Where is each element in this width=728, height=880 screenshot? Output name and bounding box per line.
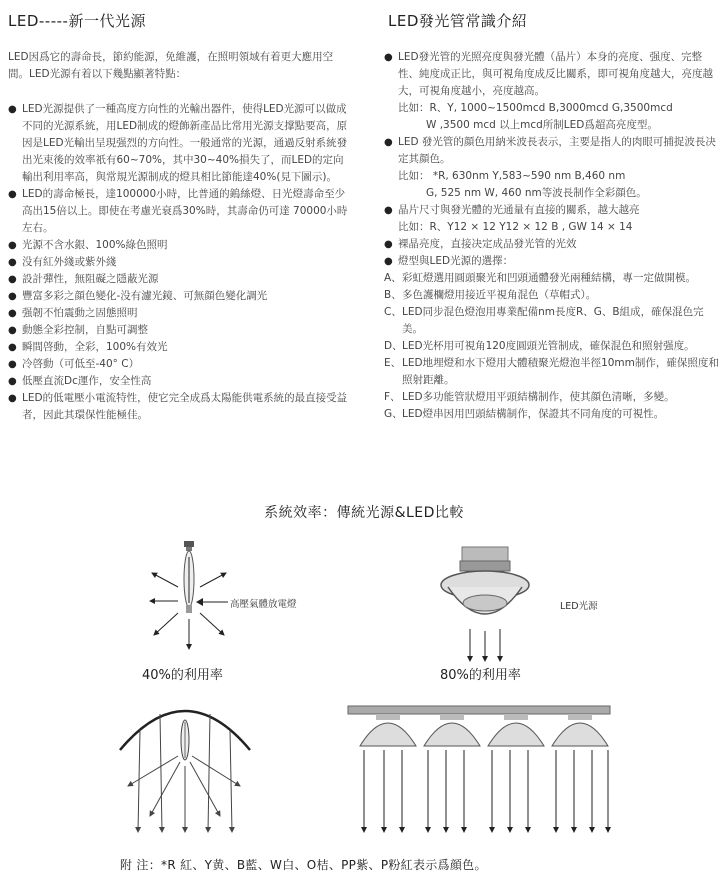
led-knowledge-list [384,49,720,100]
knowledge-item: ● LED 發光管的顔色用納米波長表示，主要是指人的肉眼可捕捉波長决定其顔色。 [384,134,720,168]
lamp-type-key: E、 [384,357,402,369]
lamp-type-text: LED光杯用可視角120度圓頭光管制成，確保混色和照射强度。 [402,340,695,352]
comparison-title: 系統效率：傳統光源&LED比較 [264,505,464,521]
hid-lamp-label: 高壓氣體放電燈 [230,599,297,610]
feature-item: ● 冷啓動（可低至-40° C） [8,356,348,373]
reflector-diagram [100,686,270,836]
feature-item: ● LED光源提供了一種高度方向性的光輸出器件，使得LED光源可以做成不同的光源系統，用LED制成的燈飾新產品比常用光源支撑點要高，原因是LED光輸出呈現强烈的方向性。一般通常的光源，通過反射系統發出光束後的效率祇有60~70%，其中30~40%損失了，而LED的定向輸出利用率高，與常規光源制成的燈具相比節能達40%(見下圖示)。 [8,101,348,186]
lamp-type-key: C、 [384,306,402,318]
knowledge-item: ● 燈型與LED光源的選擇： [384,253,720,270]
feature-item: ● 瞬間啓動，全彩，100%有效光 [8,339,348,356]
hid-bulb-icon [184,541,194,613]
feature-item: ● LED的低電壓小電流特性，使它完全成爲太陽能供電系統的最直接受益者，因此其環保性能極佳。 [8,390,348,424]
led-features-list [8,101,348,424]
color-code-footnote: 附 注：*R 紅、Y黄、B藍、W白、O桔、PP紫、P粉紅表示爲顔色。 [120,858,487,872]
lamp-type-item [384,304,720,338]
hid-efficiency-caption: 40%的利用率 [142,668,223,683]
led-reflector-cups [360,714,608,746]
lamp-type-text: LED多功能管狀燈用平頭結構制作，使其顔色清晰，多變。 [402,391,675,403]
right-title: LED發光管常識介紹 [388,12,528,30]
lamp-type-text: 多色護欄燈用接近平視角混色（草帽式）。 [402,289,597,301]
lamp-type-key: F、 [384,391,401,403]
example-line: 比如： *R, 630nm Y,583~590 nm B,460 nm [398,170,626,182]
knowledge-item: ● LED發光管的光照亮度與發光體（晶片）本身的亮度、强度、完整性、純度成正比，與可視角度成反比關系，即可視角度越大，亮度越大，可視角度越小，亮度越高。 [384,49,720,100]
example-line: W ,3500 mcd 以上mcd所制LED爲超高亮度型。 [426,119,658,131]
led-downlight-icon [441,547,529,614]
left-title: LED-----新一代光源 [8,12,146,30]
led-spotlight-diagram [430,545,540,665]
lamp-type-item [384,287,720,304]
lamp-type-key: A、 [384,272,402,284]
feature-item: ● 强韌不怕震動之固態照明 [8,305,348,322]
lamp-type-key: D、 [384,340,403,352]
lamp-type-item [384,389,720,406]
led-fixture-diagram [340,704,620,838]
lamp-type-text: LED燈串因用凹頭結構制作，保證其不同角度的可視性。 [402,408,665,420]
bulb-in-reflector-icon [181,720,189,760]
label-arrow [196,597,230,607]
hid-lamp-diagram [130,535,250,655]
feature-item: ● 没有紅外綫或紫外綫 [8,254,348,271]
feature-item: ● 低壓直流Dc運作，安全性高 [8,373,348,390]
led-source-label: LED光源 [560,601,598,612]
lamp-type-item [384,406,720,423]
example-line: 比如：R、Y, 1000~1500mcd B,3000mcd G,3500mcd [398,102,673,114]
left-intro: LED因爲它的壽命長，節約能源，免維護，在照明領域有着更大應用空間。LED光源有着以下幾點顯著特點： [8,51,334,80]
feature-item: ● 設計彈性，無阻礙之隱蔽光源 [8,271,348,288]
example-line: G, 525 nm W, 460 nm等波長制作全彩顔色。 [426,187,647,199]
lamp-type-key: G、 [384,408,403,420]
lamp-type-item [384,338,720,355]
example-line: 比如：R、Y12 × 12 Y12 × 12 B , GW 14 × 14 [398,221,633,233]
right-column [384,10,720,423]
lamp-type-text: LED地埋燈和水下燈用大體積聚光燈泡半徑10mm制作，確保照度和照射距離。 [402,357,719,386]
lamp-type-text: LED同步混色燈泡用專業配備nm長度R、G、B組成，確保混色完美。 [402,306,704,335]
lamp-type-key: B、 [384,289,402,301]
feature-item: ● 豐富多彩之顔色變化-没有濾光鏡、可無顔色變化調光 [8,288,348,305]
feature-item: ● 光源不含水銀、100%綠色照明 [8,237,348,254]
knowledge-item: ● 裸晶亮度，直接决定成品發光管的光效 [384,236,720,253]
led-efficiency-caption: 80%的利用率 [440,668,521,683]
lamp-type-list [384,270,720,423]
lamp-type-text: 彩虹燈選用圓頭聚光和凹頭通體發光兩種結構，專一定做開模。 [402,272,696,284]
knowledge-item: ● 晶片尺寸與發光體的光通量有直接的關系，越大越亮 [384,202,720,219]
lamp-type-item [384,270,720,287]
feature-item: ● 動態全彩控制，自點可調整 [8,322,348,339]
left-column [8,10,348,424]
feature-item: ● LED的壽命極長，達100000小時，比普通的鎢絲燈、日光燈壽命至少高出15倍以上。即使在考慮光衰爲30%時，其壽命仍可達 70000小時左右。 [8,186,348,237]
lamp-type-item [384,355,720,389]
